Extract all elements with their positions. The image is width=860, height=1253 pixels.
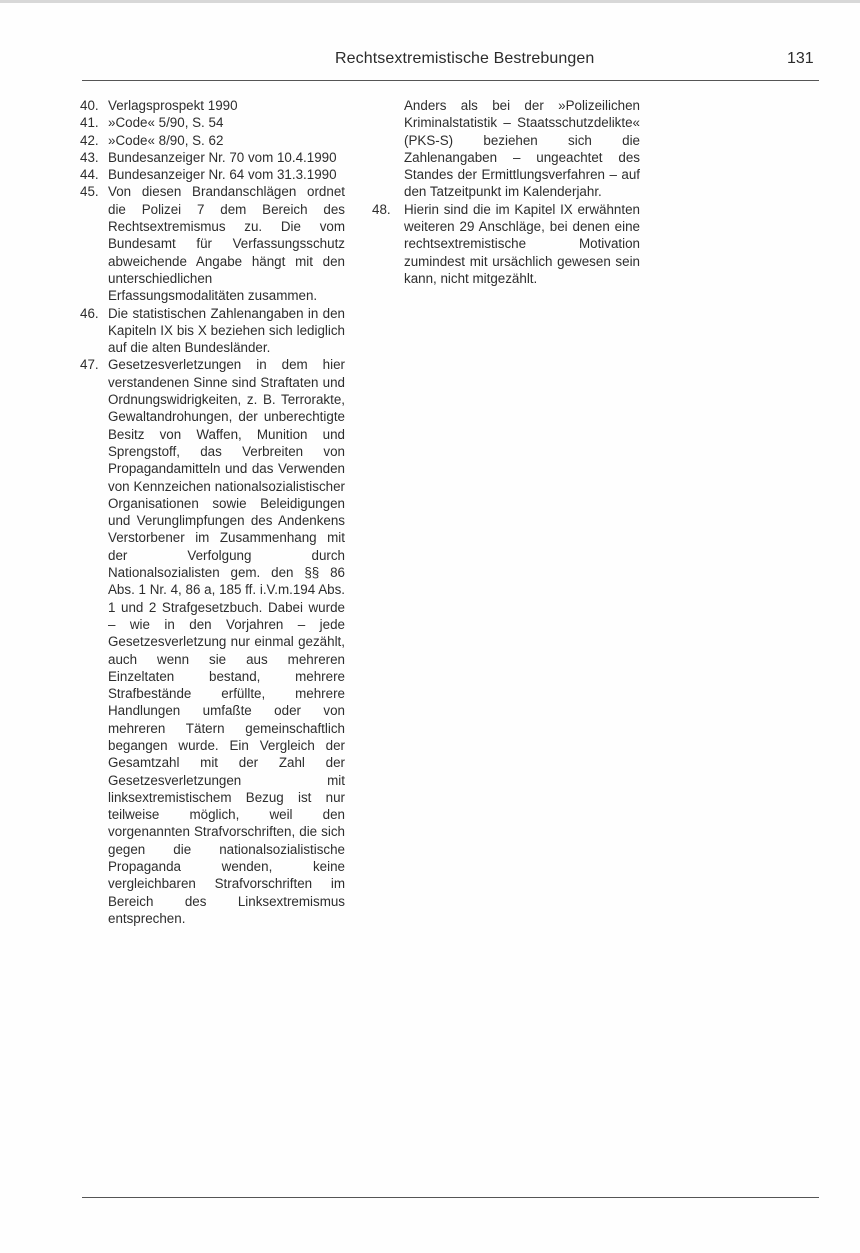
footnote-43 [80, 149, 345, 166]
footnote-text: Bundesanzeiger Nr. 70 vom 10.4.1990 [108, 149, 337, 165]
footnote-number: 47. [80, 357, 99, 373]
footnote-41 [80, 114, 345, 131]
footnote-text: Hierin sind die im Kapitel IX erwähnten weiteren 29 Anschläge, bei denen eine rechtsextremistische Motivation zumindest mit ursächlich gewesen sein kann, nicht mitgezählt. [404, 201, 640, 286]
footnote-text: »Code« 8/90, S. 62 [108, 132, 224, 148]
footnote-44 [80, 166, 345, 183]
footnote-text: Die statistischen Zahlenangaben in den Kapiteln IX bis X beziehen sich lediglich auf die alten Bundesländer. [108, 305, 345, 356]
footnote-number: 48. [372, 201, 391, 217]
footnote-40 [80, 97, 345, 114]
footnote-47 [80, 356, 345, 927]
footnote-46 [80, 305, 345, 357]
footnote-text: Von diesen Brandanschlägen ordnet die Polizei 7 dem Bereich des Rechtsextremismus zu. Die vom Bundesamt für Verfassungsschutz abweichende Angabe hängt mit den unterschiedlichen Erfassungsmodalitäten zusammen. [108, 184, 345, 304]
footnote-number: 44. [80, 167, 99, 183]
footnote-number: 40. [80, 98, 99, 113]
left-column [80, 97, 345, 927]
page-number: 131 [787, 50, 814, 67]
footnote-48 [372, 201, 640, 287]
footnote-text: Gesetzesverletzungen in dem hier verstandenen Sinne sind Straftaten und Ordnungswidrigkeiten, z. B. Terrorakte, Gewaltandrohungen, der unberechtigte Besitz von Waffen, Munition und Sprengstoff, das Verbreiten von Propagandamitteln und das Verwenden von Kennzeichen nationalsozialistischer Organisationen sowie Beleidigungen und Verunglimpfungen des Andenkens Verstorbener im Zusammenhang mit der Verfolgung durch Nationalsozialisten gem. den §§ 86 Abs. 1 Nr. 4, 86 a, 185 ff. i.V.m.194 Abs. 1 und 2 Strafgesetzbuch. Dabei wurde – wie in den Vorjahren – jede Gesetzesverletzung nur einmal gezählt, auch wenn sie aus mehreren Einzeltaten bestand, mehrere Strafbestände erfüllte, mehrere Handlungen umfaßte oder von mehreren Tätern gemeinschaftlich begangen wurde. Ein Vergleich der Gesamtzahl mit der Zahl der Gesetzesverletzungen mit linksextremistischem Bezug ist nur teilweise möglich, weil den vorgenannten Strafvorschriften, die sich gegen die nationalsozialistische Propaganda wenden, keine vergleichbaren Strafvorschriften im Bereich des Linksextremismus entsprechen. [108, 357, 345, 926]
footnote-number: 43. [80, 149, 99, 165]
footnote-number: 42. [80, 132, 99, 148]
footnote-number: 46. [80, 305, 99, 321]
right-column [372, 97, 640, 287]
footnote-text: Bundesanzeiger Nr. 64 vom 31.3.1990 [108, 167, 337, 183]
footnote-number: 41. [80, 115, 99, 131]
footnote-text: »Code« 5/90, S. 54 [108, 115, 224, 131]
header-rule [82, 80, 819, 81]
footer-rule [82, 1197, 819, 1198]
running-title: Rechtsextremistische Bestrebungen [335, 50, 595, 67]
footnote-45 [80, 183, 345, 304]
footnote-text: Verlagsprospekt 1990 [108, 98, 238, 113]
footnote-47-continuation: Anders als bei der »Polizeilichen Kriminalstatistik – Staatsschutzdelikte« (PKS-S) beziehen sich die Zahlenangaben – ungeachtet des Standes der Ermittlungsverfahren – auf den Tatzeitpunkt im Kalenderjahr. [404, 98, 640, 200]
footnote-number: 45. [80, 184, 99, 200]
footnote-42 [80, 132, 345, 149]
top-edge-rule [0, 0, 860, 3]
